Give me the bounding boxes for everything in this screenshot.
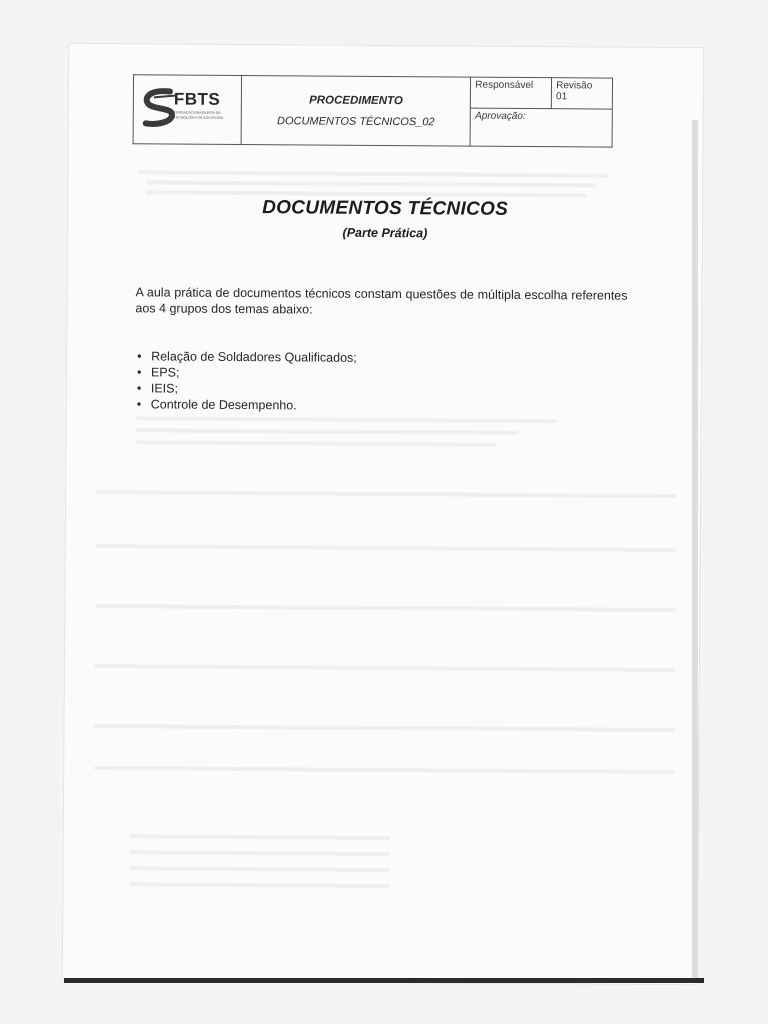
document-title: DOCUMENTOS TÉCNICOS [262, 197, 509, 220]
document-code: DOCUMENTOS TÉCNICOS_02 [277, 114, 435, 128]
bullet-icon: • [136, 397, 142, 412]
bleed-through-line [137, 428, 517, 435]
revision-value: 01 [556, 91, 568, 103]
revision-cell [551, 78, 612, 109]
list-item: • EPS; [136, 365, 180, 380]
approval-label: Aprovação: [475, 110, 526, 122]
bleed-through-line [96, 490, 676, 498]
logo-cell [133, 75, 241, 145]
bullet-icon: • [137, 349, 142, 364]
document-header-table [133, 74, 613, 147]
procedure-label: PROCEDIMENTO [309, 93, 403, 107]
page-edge-bottom [64, 978, 704, 983]
bleed-through-line [96, 544, 676, 552]
bleed-through-line [130, 850, 390, 856]
bleed-through-line [138, 170, 608, 177]
document-subtitle: (Parte Prática) [342, 225, 428, 241]
list-item: • IEIS; [136, 381, 179, 396]
logo-subtitle: FUNDAÇÃO BRASILEIRA DE TECNOLOGIA DA SOLDAGEM [173, 110, 223, 120]
bleed-through-line [130, 866, 390, 872]
list-item: • Controle de Desempenho. [136, 397, 297, 413]
approval-cell [470, 108, 612, 147]
page-shadow-right [692, 120, 698, 980]
bleed-through-line [95, 604, 675, 612]
bleed-through-line [137, 416, 557, 423]
bleed-through-line [146, 180, 596, 187]
document-page [63, 44, 704, 984]
bullet-icon: • [136, 365, 142, 380]
intro-paragraph: A aula prática de documentos técnicos constam questões de múltipla escolha referentes aos 4 grupos dos temas abaixo: [135, 285, 628, 317]
bleed-through-line [136, 440, 496, 447]
topic-list [135, 348, 357, 414]
bullet-icon: • [136, 381, 142, 396]
responsible-label: Responsável [475, 79, 534, 92]
bleed-through-line [94, 724, 674, 732]
logo-text: FBTS [173, 89, 221, 109]
bleed-through-line [94, 766, 674, 774]
procedure-cell [241, 76, 471, 147]
bleed-through-line [129, 882, 389, 888]
responsible-cell [471, 77, 552, 109]
revision-label: Revisão [556, 80, 593, 92]
bleed-through-line [95, 664, 675, 672]
bleed-through-line [130, 834, 390, 840]
list-item: • Relação de Soldadores Qualificados; [137, 349, 357, 365]
